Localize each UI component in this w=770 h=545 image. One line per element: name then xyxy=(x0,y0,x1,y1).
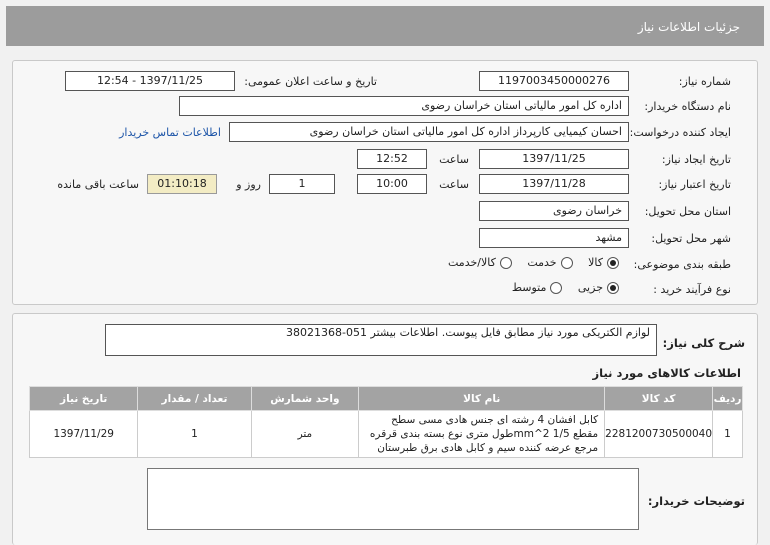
need-number-field: 1197003450000276 xyxy=(479,71,629,91)
category-option-goods-service[interactable]: کالا/خدمت xyxy=(448,256,512,269)
buyer-org-label: نام دستگاه خریدار: xyxy=(644,100,731,113)
validity-date-field: 1397/11/28 xyxy=(479,174,629,194)
category-option-service[interactable]: خدمت xyxy=(527,256,572,269)
city-field: مشهد xyxy=(479,228,629,248)
requester-label: ایجاد کننده درخواست: xyxy=(629,126,731,139)
category-radio-group xyxy=(436,256,619,272)
goods-section-title: اطلاعات کالاهای مورد نیاز xyxy=(592,366,741,380)
cell-qty: 1 xyxy=(138,411,251,458)
col-qty: تعداد / مقدار xyxy=(138,387,251,411)
announce-field: 1397/11/25 - 12:54 xyxy=(65,71,235,91)
cell-date: 1397/11/29 xyxy=(30,411,138,458)
col-date: تاریخ نیاز xyxy=(30,387,138,411)
table-row xyxy=(30,411,743,458)
goods-table-header xyxy=(30,387,743,411)
validity-date-label: تاریخ اعتبار نیاز: xyxy=(658,178,731,191)
process-radio-group xyxy=(500,281,619,297)
cell-code: 2281200730500040 xyxy=(605,411,713,458)
remaining-time-field: 01:10:18 xyxy=(147,174,217,194)
radio-icon-selected[interactable] xyxy=(607,257,619,269)
validity-time-field: 10:00 xyxy=(357,174,427,194)
created-date-label: تاریخ ایجاد نیاز: xyxy=(661,153,731,166)
summary-label: شرح کلی نیاز: xyxy=(662,336,745,350)
summary-field: لوازم الکتریکی مورد نیاز مطابق فایل پیوست. اطلاعات بیشتر 051-38021368 xyxy=(105,324,657,356)
validity-time-label: ساعت xyxy=(439,178,469,191)
goods-table xyxy=(29,386,743,458)
province-field: خراسان رضوی xyxy=(479,201,629,221)
cell-row: 1 xyxy=(713,411,743,458)
page-header xyxy=(6,6,764,46)
contact-buyer-link[interactable]: اطلاعات تماس خریدار xyxy=(119,126,221,139)
radio-icon[interactable] xyxy=(550,282,562,294)
cell-unit: متر xyxy=(251,411,359,458)
col-name: نام کالا xyxy=(359,387,605,411)
radio-icon-selected[interactable] xyxy=(607,282,619,294)
page-title: جزئیات اطلاعات نیاز xyxy=(637,20,740,34)
buyer-notes-field xyxy=(147,468,639,530)
category-option-goods[interactable]: کالا xyxy=(588,256,619,269)
col-unit: واحد شمارش xyxy=(251,387,359,411)
details-panel xyxy=(12,60,758,305)
col-row: ردیف xyxy=(713,387,743,411)
days-field: 1 xyxy=(269,174,335,194)
city-label: شهر محل تحویل: xyxy=(651,232,731,245)
created-time-field: 12:52 xyxy=(357,149,427,169)
requester-field: احسان کیمیایی کارپرداز اداره کل امور مالیاتی استان خراسان رضوی xyxy=(229,122,629,142)
radio-icon[interactable] xyxy=(500,257,512,269)
buyer-org-field: اداره کل امور مالیاتی استان خراسان رضوی xyxy=(179,96,629,116)
need-number-label: شماره نیاز: xyxy=(678,75,731,88)
created-time-label: ساعت xyxy=(439,153,469,166)
goods-panel xyxy=(12,313,758,545)
announce-label: تاریخ و ساعت اعلان عمومی: xyxy=(244,75,377,88)
radio-icon[interactable] xyxy=(561,257,573,269)
cell-name: کابل افشان 4 رشته ای جنس هادی مسی سطح مقطع 1/5 mm^2طول متری نوع بسته بندی قرقره مرجع عرضه کننده سیم و کابل هادی برق طبرستان xyxy=(359,411,605,458)
days-label: روز و xyxy=(236,178,261,191)
province-label: استان محل تحویل: xyxy=(644,205,731,218)
process-option-medium[interactable]: متوسط xyxy=(512,281,563,294)
process-option-minor[interactable]: جزیی xyxy=(578,281,619,294)
created-date-field: 1397/11/25 xyxy=(479,149,629,169)
col-code: کد کالا xyxy=(605,387,713,411)
process-label: نوع فرآیند خرید : xyxy=(653,283,731,296)
buyer-notes-label: توضیحات خریدار: xyxy=(647,494,745,508)
remaining-label: ساعت باقی مانده xyxy=(57,178,139,191)
category-label: طبقه بندی موضوعی: xyxy=(633,258,731,271)
